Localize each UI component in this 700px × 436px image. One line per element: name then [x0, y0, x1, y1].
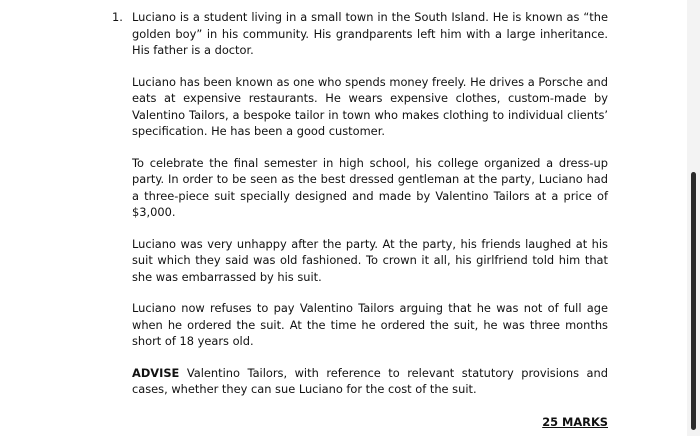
question-number: 1.: [112, 10, 123, 24]
scrollbar-thumb[interactable]: [691, 172, 696, 430]
paragraph-refusal: Luciano now refuses to pay Valentino Tailors arguing that he was not of full age when he ordered the suit. At the time he ordered the suit, he was three months short of 18 years old.: [132, 301, 608, 348]
advise-instruction: Valentino Tailors, with reference to relevant statutory provisions and cases, whether they can sue Luciano for the cost of the suit.: [132, 365, 608, 396]
question-body: [132, 9, 608, 430]
paragraph-intro: Luciano is a student living in a small town in the South Island. He is known as “the golden boy” in his community. His grandparents left him with a large inheritance. His father is a doctor.: [132, 10, 608, 57]
paragraph-advise: [132, 365, 608, 398]
paragraph-spending: Luciano has been known as one who spends money freely. He drives a Porsche and eats at expensive restaurants. He wears expensive clothes, custom-made by Valentino Tailors, a bespoke tailor in town who makes clothing to individual clients’ specification. He has been a good customer.: [132, 74, 608, 138]
marks-label: 25 MARKS: [542, 414, 608, 429]
paragraph-party: To celebrate the final semester in high school, his college organized a dress-up party. In order to be seen as the best dressed gentleman at the party, Luciano had a three-piece suit specially designed and made by Valentino Tailors at a price of $3,000.: [132, 155, 608, 219]
paragraph-unhappy: Luciano was very unhappy after the party. At the party, his friends laughed at his suit which they said was old fashioned. To crown it all, his girlfriend told him that she was embarrassed by his suit.: [132, 236, 608, 284]
advise-keyword: ADVISE: [132, 365, 180, 380]
vertical-scrollbar[interactable]: [687, 0, 700, 436]
